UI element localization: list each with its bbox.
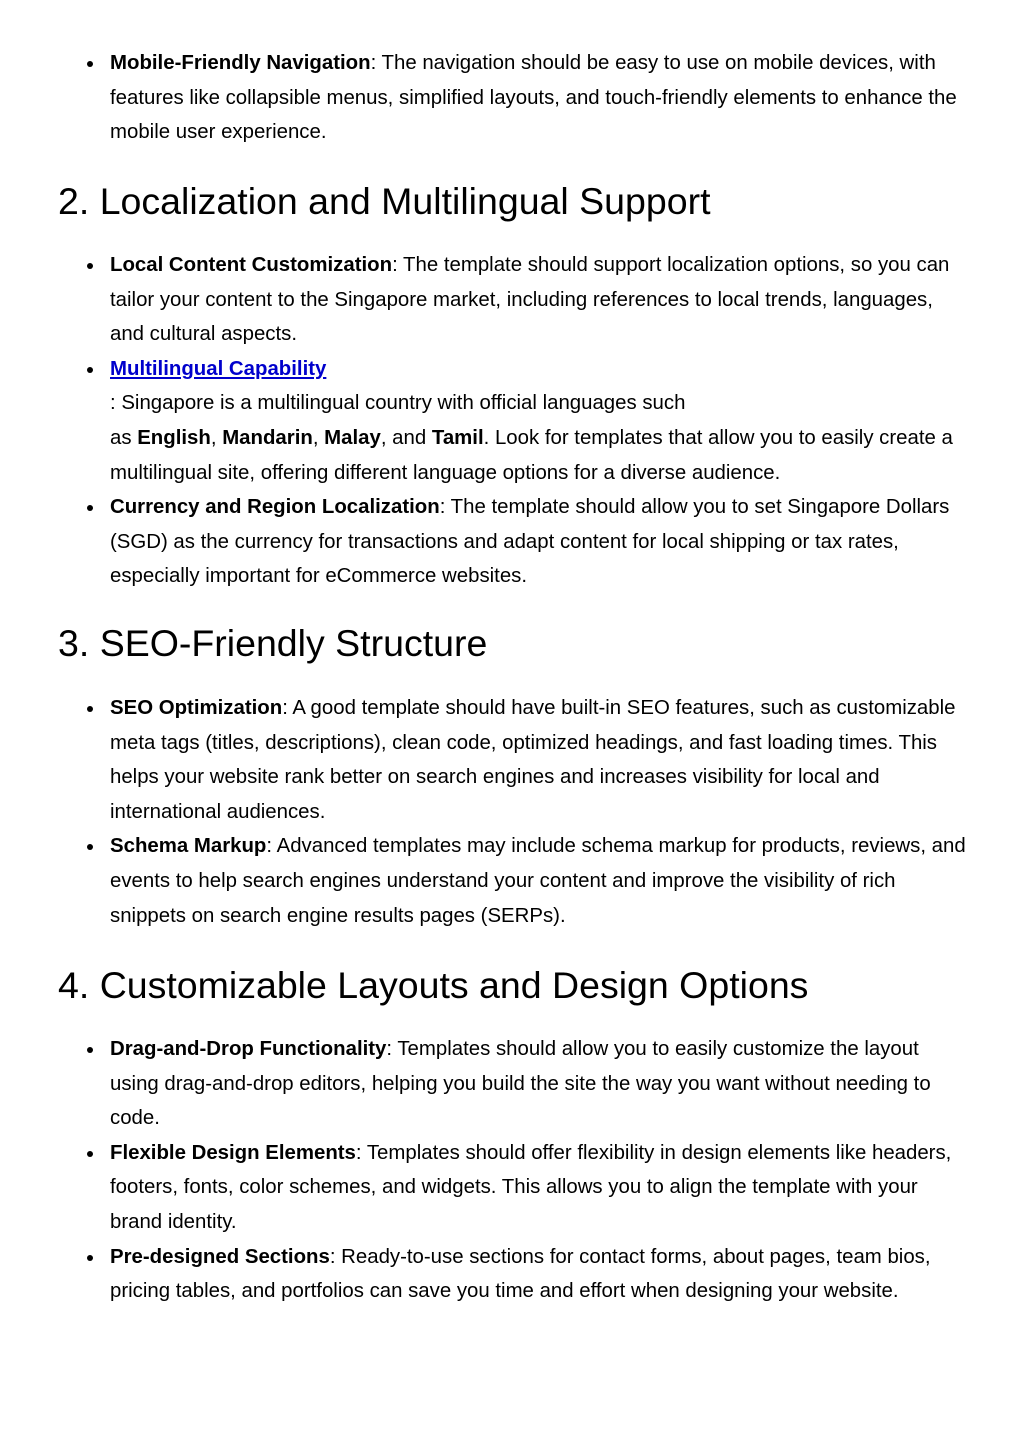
language-mandarin: Mandarin [222,426,313,449]
item-text: : Templates should offer flexibility in design elements like headers, footers, fonts, color schemes, and widgets. This allows you to align the template with your brand identity. [110,1141,952,1233]
item-term: Drag-and-Drop Functionality [110,1038,387,1060]
item-text: : Ready-to-use sections for contact forms, about pages, team bios, pricing tables, and portfolios can save you time and effort when designing your website. [110,1245,931,1303]
bullet-icon [87,61,93,67]
item-text: as [110,426,138,449]
bullet-icon [87,1151,93,1157]
bullet-icon [87,367,93,373]
item-text: : Templates should allow you to easily customize the layout using drag-and-drop editors, helping you build the site the way you want without needing to code. [110,1038,931,1130]
list-item [0,1240,1024,1309]
item-text: : The template should support localization options, so you can tailor your content to the Singapore market, including references to local trends, languages, and cultural aspects. [110,254,950,346]
bullet-icon [87,505,93,511]
bullet-icon [87,706,93,712]
language-english: English [137,426,211,449]
list-item [0,691,1024,829]
separator: , [210,426,223,449]
list-item [0,829,1024,933]
section-heading-layouts: 4. Customizable Layouts and Design Options [58,964,809,1006]
list-item [0,1136,1024,1240]
language-tamil: Tamil [431,426,484,449]
item-term: Local Content Customization [110,254,393,276]
separator: , and [380,426,432,449]
list-item [0,46,1024,150]
section-heading-localization: 2. Localization and Multilingual Support [58,180,711,222]
item-text: : Singapore is a multilingual country with official languages such [110,392,686,415]
bullet-list-localization [0,248,1024,594]
item-text: : Advanced templates may include schema markup for products, reviews, and events to help search engines understand your content and improve the visibility of rich snippets on search engine results pages (SERPs). [110,835,966,927]
list-item [0,352,1024,490]
language-malay: Malay [324,426,381,449]
list-item [0,490,1024,594]
bullet-icon [87,1255,93,1261]
item-term: Schema Markup [110,835,267,858]
bullet-list-seo [0,691,1024,933]
item-term: SEO Optimization [110,697,283,719]
item-term: Mobile-Friendly Navigation [110,52,371,74]
item-term: Flexible Design Elements [110,1141,356,1164]
list-item [0,248,1024,352]
bullet-icon [87,1047,93,1053]
item-text: : The navigation should be easy to use on mobile devices, with features like collapsible menus, simplified layouts, and touch-friendly elements to enhance the mobile user experience. [110,52,957,144]
bullet-list-mobile [0,46,1024,150]
separator: , [312,426,325,449]
item-text: : A good template should have built-in SEO features, such as customizable meta tags (titles, descriptions), clean code, optimized headings, and fast loading times. This helps your website rank better on search engines and increases visibility for local and international audiences. [110,697,956,823]
bullet-icon [87,844,93,850]
bullet-list-layouts [0,1032,1024,1309]
multilingual-capability-link[interactable]: Multilingual Capability [110,357,327,380]
item-text: : The template should allow you to set Singapore Dollars (SGD) as the currency for transactions and adapt content for local shipping or tax rates, especially important for eCommerce websites. [110,496,950,588]
list-item [0,1032,1024,1136]
bullet-icon [87,263,93,269]
item-term: Currency and Region Localization [110,496,440,519]
item-text: . Look for templates that allow you to easily create a multilingual site, offering different language options for a diverse audience. [110,426,953,484]
item-term: Pre-designed Sections [110,1245,330,1268]
section-heading-seo: 3. SEO-Friendly Structure [58,622,488,664]
